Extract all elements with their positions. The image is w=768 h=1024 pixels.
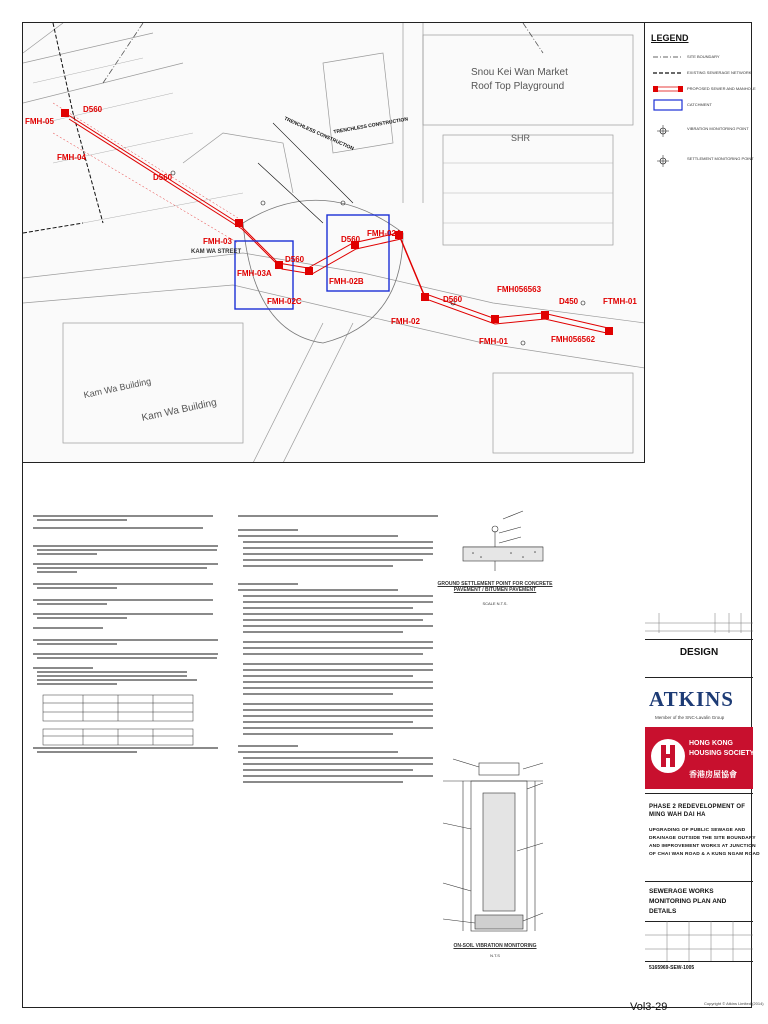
- hkhs-name-line2: HOUSING SOCIETY: [689, 750, 755, 757]
- drawing-number: 5165969-SEW-1005: [649, 965, 695, 971]
- manhole-label: FMH-03: [203, 237, 232, 246]
- manhole-label: FMH056562: [551, 335, 596, 344]
- site-plan: [23, 23, 645, 463]
- project-title-line: PHASE 2 REDEVELOPMENT OF: [649, 804, 746, 810]
- legend-item-vibration-point: VIBRATION MONITORING POINT: [649, 123, 749, 139]
- legend-item-proposed-sewer: PROPOSED SEWER AND MANHOLE: [649, 83, 749, 95]
- meta-grid: [645, 921, 753, 961]
- drawing-sheet: [22, 22, 760, 1008]
- trenchless-label: TRENCHLESS CONSTRUCTION: [333, 116, 409, 136]
- settlement-point-icon: [653, 153, 683, 169]
- hkhs-name-chinese: 香港房屋協會: [689, 770, 737, 779]
- pipe-size-label: D560: [83, 105, 103, 114]
- building-label: Kam Wa Building: [140, 397, 218, 424]
- hkhs-name-line1: HONG KONG: [689, 740, 733, 747]
- site-boundary-icon: [653, 51, 683, 63]
- catchment-icon: [653, 99, 683, 111]
- trenchless-label: TRENCHLESS CONSTRUCTION: [283, 115, 355, 153]
- hkhs-logo-icon: [651, 739, 685, 773]
- revision-table: [645, 513, 753, 633]
- design-label: DESIGN: [679, 647, 719, 658]
- legend-item-existing-sewer: EXISTING SEWERAGE NETWORK: [649, 67, 749, 79]
- project-title-line: MING WAH DAI HA: [649, 812, 706, 818]
- hkhs-logo-panel: [645, 727, 753, 789]
- building-label: Snou Kei Wan Market: [471, 67, 568, 78]
- pipe-size-label: D560: [443, 295, 463, 304]
- pipe-size-label: D450: [559, 297, 579, 306]
- manhole-label: FTMH-01: [603, 297, 637, 306]
- building-label: SHR: [511, 133, 531, 143]
- manhole-label: FMH-04: [57, 153, 86, 162]
- project-subtitle-line: UPGRADING OF PUBLIC SEWAGE AND: [649, 828, 746, 833]
- manhole-label: FMH-02B: [329, 277, 364, 286]
- ground-detail-scale: SCALE N.T.S.: [482, 601, 508, 606]
- pipe-size-label: D560: [285, 255, 305, 264]
- legend-item-catchment: CATCHMENT: [649, 99, 749, 111]
- manhole-label: FMH-05: [25, 117, 54, 126]
- legend-item-site-boundary: SITE BOUNDARY: [649, 51, 749, 63]
- atkins-subtitle: Member of the SNC-Lavalin Group: [655, 715, 725, 720]
- manhole-label: FMH-02A: [367, 229, 402, 238]
- legend-panel: [645, 23, 756, 513]
- atkins-logo: ATKINS: [649, 687, 734, 711]
- manhole-label: FMH-01: [479, 337, 508, 346]
- vibration-detail-scale: N.T.S: [490, 953, 500, 958]
- proposed-sewer-icon: [653, 83, 683, 95]
- pipe-size-label: D560: [341, 235, 361, 244]
- copyright-text: Copyright © Atkins Limited (2014): [704, 1001, 764, 1006]
- volume-label: Vol3-29: [630, 1001, 668, 1013]
- notes-panel: [23, 463, 645, 1009]
- manhole-label: FMH-03A: [237, 269, 272, 278]
- project-subtitle-line: OF CHAI WAN ROAD & A KUNG NGAM ROAD: [649, 852, 760, 857]
- title-block: [645, 513, 760, 1009]
- project-subtitle-line: DRAINAGE OUTSIDE THE SITE BOUNDARY: [649, 836, 756, 841]
- vibration-detail-title: ON-SOIL VIBRATION MONITORING: [453, 943, 537, 949]
- vibration-point-icon: [653, 123, 683, 139]
- manhole-label: FMH-02: [391, 317, 420, 326]
- building-label: Kam Wa Building: [82, 375, 152, 401]
- drawing-title: SEWERAGE WORKS MONITORING PLAN AND DETAILS: [649, 888, 727, 915]
- legend-item-settlement-point: SETTLEMENT MONITORING POINT: [649, 153, 749, 169]
- ground-detail-title: GROUND SETTLEMENT POINT FOR CONCRETE PAVEMENT / BITUMEN PAVEMENT: [437, 581, 553, 593]
- pipe-size-label: D560: [153, 173, 173, 182]
- manhole-label: FMH056563: [497, 285, 542, 294]
- project-subtitle-line: AND IMPROVEMENT WORKS AT JUNCTION: [649, 844, 756, 849]
- notes-lines: [23, 463, 645, 1009]
- existing-sewer-icon: [653, 67, 683, 79]
- legend-title: LEGEND: [651, 33, 689, 43]
- manhole-label: FMH-02C: [267, 297, 302, 306]
- street-label: KAM WA STREET: [191, 249, 242, 255]
- building-label: Roof Top Playground: [471, 81, 565, 92]
